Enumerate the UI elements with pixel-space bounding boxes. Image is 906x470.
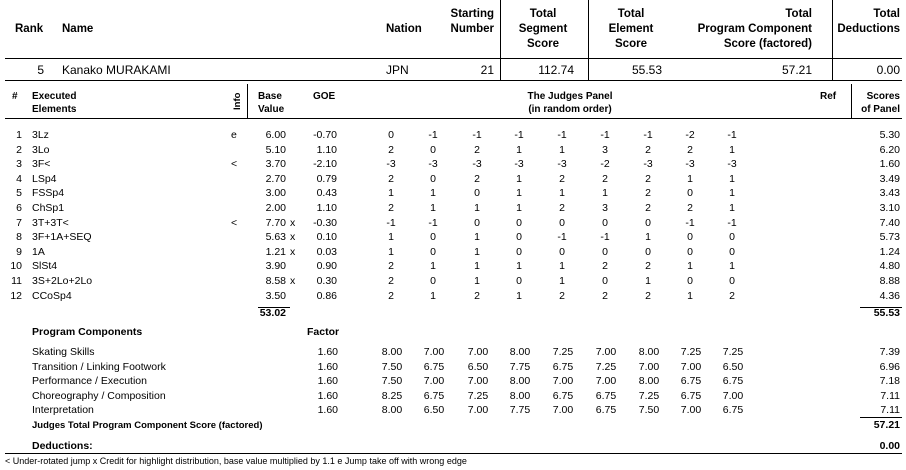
judge-score: 1 (430, 202, 436, 214)
total-segment-score-header: Total Segment Score (518, 8, 568, 50)
judge-score: -2 (600, 158, 610, 171)
total-element-score-header: Total Element Score (608, 8, 654, 50)
judge-score: 1 (430, 187, 436, 200)
element-panel-score: 8.88 (879, 275, 900, 287)
judge-component-score: 8.00 (638, 346, 660, 358)
judge-component-score: 6.75 (722, 375, 744, 388)
judge-score: -1 (557, 231, 567, 244)
judge-component-score: 6.75 (680, 375, 702, 388)
judge-component-score: 8.25 (381, 389, 403, 402)
component-name: Transition / Linking Footwork (32, 360, 166, 373)
element-bonus-mark: x (290, 216, 296, 229)
element-number: 10 (10, 260, 22, 273)
judge-score: 2 (687, 202, 693, 214)
judge-score: 1 (687, 260, 693, 273)
judge-component-score: 6.75 (680, 389, 702, 402)
judge-score: 1 (516, 187, 522, 200)
element-number: 9 (16, 245, 22, 258)
judge-component-score: 7.50 (381, 360, 403, 373)
judge-score: 1 (474, 260, 480, 273)
element-goe: -2.10 (313, 158, 337, 171)
judge-component-score: 8.00 (509, 346, 531, 358)
judge-score: 1 (474, 231, 480, 244)
judge-score: -1 (557, 129, 567, 141)
component-factor: 1.60 (317, 346, 338, 358)
judge-score: 0 (729, 275, 735, 287)
goe-header: GOE (313, 91, 336, 102)
element-code: 3F+1A+SEQ (32, 231, 92, 244)
element-panel-score: 4.80 (879, 260, 900, 273)
element-bonus-mark: x (290, 245, 296, 258)
judge-score: 2 (388, 202, 394, 214)
component-panel-score: 7.18 (879, 375, 900, 388)
scores-of-panel-total: 55.53 (873, 307, 900, 319)
element-goe: 0.10 (316, 231, 337, 244)
element-goe: 1.10 (316, 143, 337, 156)
judge-score: 2 (474, 172, 480, 185)
judge-score: 0 (729, 231, 735, 244)
name-header: Name (62, 23, 94, 35)
divider (5, 58, 902, 59)
judge-score: 0 (430, 231, 436, 244)
judge-score: 0 (645, 245, 651, 258)
judge-component-score: 7.25 (638, 389, 660, 402)
element-number: 6 (16, 202, 22, 214)
judge-score: 1 (474, 275, 480, 287)
judge-component-score: 6.75 (423, 360, 445, 373)
component-panel-score: 6.96 (879, 360, 900, 373)
component-factor: 1.60 (317, 375, 338, 388)
judge-score: 2 (388, 172, 394, 185)
judge-component-score: 7.00 (423, 346, 445, 358)
divider (860, 417, 902, 418)
element-code: LSp4 (32, 172, 57, 185)
element-goe: 0.03 (316, 245, 337, 258)
judge-component-score: 7.25 (680, 346, 702, 358)
judge-component-score: 7.25 (595, 360, 617, 373)
judge-score: 0 (687, 245, 693, 258)
pc-total-value: 57.21 (873, 419, 900, 431)
judge-score: 1 (729, 202, 735, 214)
component-panel-score: 7.11 (880, 389, 900, 402)
judge-component-score: 8.00 (381, 404, 403, 417)
element-base-value: 3.90 (265, 260, 286, 273)
footnote: < Under-rotated jump x Credit for highlight distribution, base value multiplied by 1.1 e Jump take off with wrong edge (5, 456, 467, 466)
judge-component-score: 7.25 (467, 389, 489, 402)
judge-score: 1 (645, 275, 651, 287)
judge-score: 0 (516, 275, 522, 287)
judge-score: 0 (645, 216, 651, 229)
executed-elements-header: Executed Elements (32, 91, 77, 115)
element-row (0, 289, 906, 303)
component-factor: 1.60 (317, 360, 338, 373)
nation-header: Nation (386, 23, 422, 35)
judge-score: 2 (388, 143, 394, 156)
scores-of-panel-header: Scores of Panel (861, 91, 900, 115)
judge-score: 0 (729, 245, 735, 258)
component-name: Skating Skills (32, 346, 95, 358)
judge-score: 1 (729, 172, 735, 185)
judge-score: 0 (430, 275, 436, 287)
judge-score: 3 (602, 143, 608, 156)
element-info: < (231, 216, 238, 229)
judge-score: -3 (557, 158, 567, 171)
element-panel-score: 7.40 (879, 216, 900, 229)
element-code: 3F< (32, 158, 51, 171)
judge-score: 0 (474, 187, 480, 200)
element-base-value: 1.21 (265, 245, 286, 258)
judge-component-score: 7.00 (722, 389, 744, 402)
judge-score: 1 (559, 143, 565, 156)
judge-score: 3 (602, 202, 608, 214)
program-component-row (0, 345, 906, 359)
element-row (0, 259, 906, 273)
judge-score: 1 (687, 172, 693, 185)
judge-score: 1 (602, 187, 608, 200)
element-row (0, 172, 906, 186)
element-code: SlSt4 (32, 260, 58, 273)
judge-component-score: 7.00 (680, 404, 702, 417)
judge-component-score: 7.00 (638, 360, 660, 373)
judge-component-score: 6.75 (423, 389, 445, 402)
component-factor: 1.60 (317, 404, 338, 417)
judge-score: 1 (388, 187, 394, 200)
starting-number-value: 21 (480, 63, 494, 77)
element-goe: 0.86 (316, 289, 337, 302)
judge-score: 1 (559, 187, 565, 200)
judge-score: -1 (514, 129, 524, 141)
judge-component-score: 7.50 (381, 375, 403, 388)
element-base-value: 2.00 (265, 202, 286, 214)
judge-score: -3 (643, 158, 653, 171)
element-code: FSSp4 (32, 187, 65, 200)
element-panel-score: 3.10 (879, 202, 900, 214)
judge-component-score: 7.00 (423, 375, 445, 388)
judge-score: -1 (386, 216, 396, 229)
judge-score: 2 (388, 275, 394, 287)
judge-score: 1 (729, 187, 735, 200)
element-panel-score: 6.20 (879, 143, 900, 156)
judge-score: -1 (428, 129, 438, 141)
element-code: 1A (32, 245, 45, 258)
judge-score: 1 (516, 143, 522, 156)
element-row (0, 230, 906, 244)
judge-score: 2 (559, 202, 565, 214)
divider (5, 118, 902, 119)
element-panel-score: 3.49 (879, 172, 900, 185)
judge-component-score: 7.00 (595, 346, 617, 358)
judge-score: -3 (727, 158, 737, 171)
element-number: 4 (16, 172, 22, 185)
divider (851, 84, 852, 119)
judge-score: 1 (516, 172, 522, 185)
judge-score: 1 (729, 260, 735, 273)
judge-score: 0 (687, 275, 693, 287)
judge-component-score: 6.50 (467, 360, 489, 373)
judge-score: 1 (388, 245, 394, 258)
element-row (0, 201, 906, 215)
total-element-score-value: 55.53 (631, 63, 662, 77)
judge-score: -3 (514, 158, 524, 171)
info-header: Info (232, 92, 243, 110)
element-code: 3T+3T< (32, 216, 69, 229)
deductions-label: Deductions: (32, 440, 93, 452)
judge-score: -3 (428, 158, 438, 171)
judge-score: 2 (645, 260, 651, 273)
judge-component-score: 7.25 (552, 346, 574, 358)
deductions-value: 0.00 (879, 440, 900, 452)
judge-component-score: 6.50 (722, 360, 744, 373)
judge-score: 1 (729, 143, 735, 156)
judge-score: 2 (388, 289, 394, 302)
element-info: < (231, 158, 238, 171)
program-component-row (0, 374, 906, 388)
divider (247, 84, 248, 119)
element-panel-score: 5.30 (879, 129, 900, 141)
component-name: Choreography / Composition (32, 389, 166, 402)
judge-score: 0 (430, 172, 436, 185)
judge-component-score: 7.00 (467, 404, 489, 417)
judge-score: 0 (687, 187, 693, 200)
judge-component-score: 7.00 (552, 375, 574, 388)
judge-score: 2 (645, 202, 651, 214)
element-row (0, 128, 906, 142)
element-base-value: 5.10 (265, 143, 286, 156)
element-code: 3S+2Lo+2Lo (32, 275, 93, 287)
judge-component-score: 6.75 (595, 389, 617, 402)
element-goe: 1.10 (316, 202, 337, 214)
component-factor: 1.60 (317, 389, 338, 402)
element-base-value: 6.00 (265, 129, 286, 141)
judge-score: 1 (474, 245, 480, 258)
judge-score: 2 (388, 260, 394, 273)
element-goe: 0.30 (316, 275, 337, 287)
element-info: e (231, 129, 237, 141)
element-row (0, 216, 906, 230)
judge-score: 0 (559, 245, 565, 258)
judge-score: -1 (600, 129, 610, 141)
judge-score: 0 (516, 245, 522, 258)
element-goe: -0.70 (313, 129, 337, 141)
judge-score: 0 (602, 216, 608, 229)
judge-score: -1 (727, 129, 737, 141)
judge-score: 0 (516, 216, 522, 229)
element-row (0, 157, 906, 171)
element-number: 8 (16, 231, 22, 244)
element-number: 5 (16, 187, 22, 200)
program-component-score-header: Total Program Component Score (factored) (697, 8, 812, 50)
divider (5, 453, 902, 454)
ref-header: Ref (820, 91, 837, 102)
judge-score: 0 (474, 216, 480, 229)
element-row (0, 186, 906, 200)
judge-score: 0 (559, 216, 565, 229)
element-base-value: 3.50 (265, 289, 286, 302)
component-panel-score: 7.39 (879, 346, 900, 358)
judge-score: -3 (386, 158, 396, 171)
judge-score: 2 (474, 143, 480, 156)
element-goe: -0.30 (313, 216, 337, 229)
component-name: Interpretation (32, 404, 94, 417)
element-bonus-mark: x (290, 275, 296, 287)
element-row (0, 274, 906, 288)
base-value-total: 53.02 (259, 307, 286, 319)
judge-component-score: 7.00 (467, 375, 489, 388)
element-panel-score: 5.73 (879, 231, 900, 244)
judge-score: 2 (474, 289, 480, 302)
rank-value: 5 (37, 63, 44, 77)
judge-component-score: 7.25 (722, 346, 744, 358)
judge-component-score: 6.75 (595, 404, 617, 417)
judge-score: -1 (428, 216, 438, 229)
element-base-value: 5.63 (265, 231, 286, 244)
element-panel-score: 1.60 (879, 158, 900, 171)
judge-component-score: 8.00 (509, 375, 531, 388)
total-deductions-header: Total Deductions (837, 8, 900, 35)
element-number: 1 (16, 129, 22, 141)
judge-component-score: 7.00 (467, 346, 489, 358)
judge-score: 2 (729, 289, 735, 302)
element-panel-score: 1.24 (879, 245, 900, 258)
judge-component-score: 7.00 (595, 375, 617, 388)
judge-score: 0 (430, 143, 436, 156)
judge-score: -1 (600, 231, 610, 244)
judge-score: 0 (687, 231, 693, 244)
element-panel-score: 3.43 (879, 187, 900, 200)
judge-score: 1 (559, 275, 565, 287)
judge-score: 2 (645, 172, 651, 185)
judge-score: 2 (645, 289, 651, 302)
judge-score: 1 (430, 289, 436, 302)
judge-component-score: 7.75 (509, 360, 531, 373)
element-number: 3 (16, 158, 22, 171)
judge-score: 1 (474, 202, 480, 214)
judges-panel-header: The Judges Panel (in random order) (527, 91, 613, 115)
judge-score: -1 (727, 216, 737, 229)
divider (832, 0, 833, 81)
divider (588, 0, 589, 81)
divider (5, 80, 902, 81)
program-component-row (0, 360, 906, 374)
judge-score: 1 (645, 231, 651, 244)
judge-component-score: 7.00 (552, 404, 574, 417)
element-base-value: 7.70 (265, 216, 286, 229)
judge-component-score: 8.00 (381, 346, 403, 358)
factor-header: Factor (307, 326, 340, 338)
judge-score: 1 (559, 260, 565, 273)
element-code: 3Lz (32, 129, 49, 141)
program-component-score-value: 57.21 (781, 63, 812, 77)
component-name: Performance / Execution (32, 375, 147, 388)
judge-score: 2 (602, 172, 608, 185)
judge-component-score: 8.00 (509, 389, 531, 402)
judge-score: 1 (516, 260, 522, 273)
element-base-value: 2.70 (265, 172, 286, 185)
judge-component-score: 6.75 (552, 389, 574, 402)
element-goe: 0.90 (316, 260, 337, 273)
judge-score: -3 (472, 158, 482, 171)
judge-score: 2 (602, 289, 608, 302)
judge-score: 1 (388, 231, 394, 244)
judge-component-score: 6.75 (722, 404, 744, 417)
element-number: 7 (16, 216, 22, 229)
judge-score: -3 (685, 158, 695, 171)
component-panel-score: 7.11 (880, 404, 900, 417)
element-panel-score: 4.36 (879, 289, 900, 302)
skater-name: Kanako MURAKAMI (62, 63, 171, 77)
base-value-header: Base Value (258, 91, 285, 115)
judge-score: 2 (687, 143, 693, 156)
element-row (0, 245, 906, 259)
judge-score: 2 (559, 289, 565, 302)
element-base-value: 3.70 (265, 158, 286, 171)
program-component-row (0, 389, 906, 403)
judge-component-score: 7.50 (638, 404, 660, 417)
program-component-row (0, 403, 906, 417)
judge-score: 1 (516, 289, 522, 302)
element-number-header: # (12, 91, 18, 102)
total-deductions-value: 0.00 (876, 63, 900, 77)
judge-score: 0 (602, 245, 608, 258)
judge-component-score: 6.50 (423, 404, 445, 417)
divider (500, 0, 501, 81)
judge-component-score: 7.75 (509, 404, 531, 417)
judge-component-score: 6.75 (552, 360, 574, 373)
judge-score: -2 (685, 129, 695, 141)
rank-header: Rank (15, 23, 44, 35)
judge-component-score: 8.00 (638, 375, 660, 388)
judge-score: 0 (388, 129, 394, 141)
element-goe: 0.43 (316, 187, 337, 200)
element-base-value: 3.00 (265, 187, 286, 200)
judge-score: 2 (559, 172, 565, 185)
judge-component-score: 7.00 (680, 360, 702, 373)
judge-score: -1 (472, 129, 482, 141)
element-number: 12 (10, 289, 22, 302)
element-code: CCoSp4 (32, 289, 72, 302)
total-segment-score-value: 112.74 (538, 63, 574, 77)
element-number: 11 (11, 275, 22, 287)
element-row (0, 143, 906, 157)
program-components-title: Program Components (32, 326, 143, 338)
judge-score: 1 (516, 202, 522, 214)
element-number: 2 (16, 143, 22, 156)
starting-number-header: Starting Number (450, 8, 494, 35)
judge-score: 0 (602, 275, 608, 287)
nation-value: JPN (386, 63, 409, 77)
pc-total-label: Judges Total Program Component Score (factored) (32, 420, 263, 431)
element-goe: 0.79 (316, 172, 337, 185)
judge-score: 1 (687, 289, 693, 302)
judge-score: -1 (685, 216, 695, 229)
element-code: ChSp1 (32, 202, 65, 214)
judge-score: 1 (430, 260, 436, 273)
element-code: 3Lo (32, 143, 50, 156)
judge-score: 2 (645, 187, 651, 200)
judge-score: -1 (643, 129, 653, 141)
judge-score: 2 (645, 143, 651, 156)
judge-score: 2 (602, 260, 608, 273)
element-bonus-mark: x (290, 231, 296, 244)
element-base-value: 8.58 (265, 275, 286, 287)
judge-score: 0 (430, 245, 436, 258)
judge-score: 0 (516, 231, 522, 244)
